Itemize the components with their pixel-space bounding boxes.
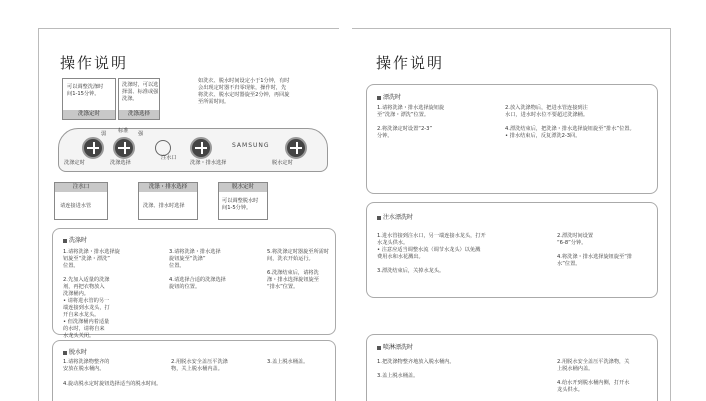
rinse-col2: 2.放入洗涤物后，把进水管连接到注 水口，进水时水位不要超过洗涤桶。 4.漂洗结束后，把洗涤・排水选择旋钮旋至“排水”位置。 • 排水结束后，反复漂洗2-3回。 — [505, 105, 635, 139]
timer-note: 如洗衣、脱水时间设定小于1分钟，有时 会出现定时器不归零现象，操作时，先 将洗衣、脱水定时器旋至2分钟，再回旋 至所需时间。 — [198, 78, 290, 105]
spray-rinse-panel — [366, 334, 658, 401]
rinse-col1: 1.请将洗涤・排水选择旋钮旋 至“洗涤・漂洗”位置。 2.将洗涤定时设置“2-3” 分钟。 — [377, 105, 445, 139]
water-rinse-col1: 1.进水管接到注水口，另一端连接水龙头，打开 水龙头供水。 • 注意应适当调整水流（调节水龙头）以免溅 费用水和水花溅出。 3.漂洗结束后，关掉水龙头。 — [377, 233, 486, 274]
spray-rinse-heading-text: 喷淋漂洗时 — [383, 344, 414, 351]
panel-label-wash-timer: 洗涤定时 — [64, 160, 85, 166]
bullet-icon — [377, 96, 381, 100]
panel-label-wash-select: 洗涤选择 — [110, 160, 131, 166]
wash-col2: 3.请将洗涤・排水选择 旋钮旋至“洗涤” 位置。 4.请选择合适的洗涤选择 旋钮的位置。 — [169, 249, 226, 290]
brand-logo: SAMSUNG — [232, 142, 270, 149]
dewater-instructions-panel — [52, 340, 336, 401]
wash-select-callout-text: 洗涤时，可以选 择弱、标准或强 洗涤。 — [122, 82, 159, 102]
inlet-callout — [54, 182, 108, 220]
water-rinse-heading — [377, 212, 413, 221]
spray-rinse-heading — [377, 342, 413, 351]
rinse-panel — [366, 84, 658, 194]
water-rinse-col2: 2.漂洗时间设置 “6-8”分钟。 4.将洗涤・排水选择旋钮旋至“排 水”位置。 — [557, 233, 633, 267]
wash-timer-callout — [62, 78, 116, 120]
water-rinse-heading-text: 注水漂洗时 — [383, 214, 414, 221]
wash-timer-callout-label: 洗涤定时 — [63, 110, 115, 119]
panel-label-weak: 弱 — [101, 131, 107, 137]
wash-timer-callout-text: 可以调整洗涤时 间1-15分钟。 — [67, 84, 104, 97]
wash-select-callout-label: 洗涤选择 — [119, 110, 159, 119]
panel-label-strong: 强 — [138, 131, 144, 137]
panel-label-inlet: 注水口 — [161, 155, 177, 161]
bullet-icon — [63, 239, 67, 243]
wash-dewater-callout-text: 洗涤、排水时选择 — [143, 203, 185, 209]
spray-rinse-col1: 1.把洗涤物整齐地放入脱水桶内。 3.盖上脱水桶盖。 — [377, 359, 455, 379]
dewater-col3: 3.盖上脱水桶盖。 — [267, 359, 309, 365]
wash-heading — [63, 235, 87, 244]
dewater-heading — [63, 347, 87, 356]
wash-timer-dial[interactable] — [82, 137, 104, 159]
inlet-callout-label: 注水口 — [55, 183, 107, 192]
rinse-heading-text: 漂洗时 — [383, 94, 402, 101]
right-page-title: 操作说明 — [376, 54, 445, 72]
left-page-title: 操作说明 — [60, 54, 129, 72]
wash-select-dial[interactable] — [113, 137, 135, 159]
dewater-callout — [218, 182, 268, 220]
wash-dewater-callout-label: 洗涤・排水选择 — [139, 183, 197, 192]
wash-heading-text: 洗涤时 — [69, 237, 88, 244]
inlet-icon — [155, 140, 171, 156]
dewater-callout-label: 脱水定时 — [219, 183, 267, 192]
dewater-col2: 2.用脱水安全盖压平洗涤 物，关上脱水桶内盖。 — [171, 359, 228, 372]
rinse-heading — [377, 92, 401, 101]
spray-rinse-col2: 2.用脱水安全盖压平洗涤物，关 上脱水桶内盖。 4.给水开到脱水桶内侧，打开水 龙头供水。 — [557, 359, 630, 393]
panel-label-standard: 标准 — [118, 128, 129, 134]
wash-col3: 5.将洗涤定时器旋至所需时 间，洗衣开始运行。 6.洗涤结束后，请将洗 涤・排水选择旋钮旋至 “排水”位置。 — [267, 249, 330, 290]
wash-select-callout — [118, 78, 160, 120]
wash-instructions-panel — [52, 228, 336, 339]
panel-label-dewater: 脱水定时 — [272, 160, 293, 166]
dewater-col1: 1.请将洗涤物整齐的 安放在脱水桶内。 — [63, 359, 110, 372]
inlet-callout-text: 请连接进水管 — [60, 203, 92, 209]
wash-dewater-callout — [138, 182, 198, 220]
panel-label-wash-dewater: 洗涤・排水选择 — [190, 160, 227, 166]
dewater-timer-dial[interactable] — [285, 137, 307, 159]
bullet-icon — [377, 216, 381, 220]
dewater-row2: 4.旋动脱水定时旋钮选择适当的脱水时间。 — [63, 381, 162, 387]
dewater-heading-text: 脱水时 — [69, 349, 88, 356]
water-rinse-panel — [366, 202, 658, 298]
bullet-icon — [63, 351, 67, 355]
dewater-callout-text: 可以调整脱水时 间1-5分钟。 — [222, 198, 259, 211]
wash-col1: 1.请将洗涤・排水选择旋 钮旋至“洗涤・漂洗” 位置。 2.先加入适量的洗涤 剂，再把衣物放入 洗涤桶内。 • 请将进水管的另一 端连接到水龙头，打 开自来水龙头。 • 但洗涤桶内着适量 的水时，请将自来 水龙头关闭。 — [63, 249, 120, 339]
wash-dewater-dial[interactable] — [190, 137, 212, 159]
bullet-icon — [377, 346, 381, 350]
